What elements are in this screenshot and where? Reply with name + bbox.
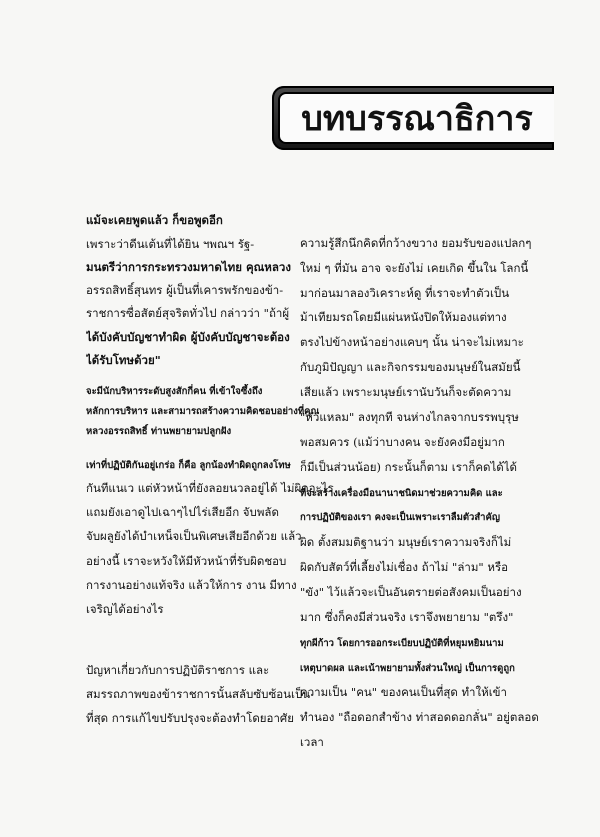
editorial-title: บทบรรณาธิการ xyxy=(301,99,533,139)
paragraph-line: เสียแล้ว เพราะมนุษย์เรานับวันก็จะตัดความ xyxy=(300,385,512,399)
paragraph-line: ปัญหาเกี่ยวกับการปฏิบัติราชการ และ xyxy=(86,663,270,677)
paragraph-line: แถมยังเอาดูไปเฉาๆไปไร่เสียอีก จับพลัด xyxy=(86,505,279,519)
editorial-banner xyxy=(272,86,554,150)
paragraph-line: การงานอย่างแท้จริง แล้วให้การ งาน มีทาง xyxy=(86,578,297,592)
paragraph-line: มนตรีว่าการกระทรวงมหาดไทย คุณหลวง xyxy=(86,260,292,274)
paragraph-line: กันทีแนเว แต่หัวหน้าที่ยังลอยนวลอยู่ได้ ไม่ผิดอะไร xyxy=(86,481,334,495)
paragraph-line: ผิด ตั้งสมมติฐานว่า มนุษย์เราความจริงก็ไม่ xyxy=(300,535,512,549)
paragraph-line: ที่สุด การแก้ไขปรับปรุงจะต้องทำโดยอาศัย xyxy=(86,711,294,725)
paragraph-line: ตรงไปข้างหน้าอย่างแคบๆ นั้น น่าจะไม่เหมาะ xyxy=(300,335,524,349)
paragraph-line: หลักการบริหาร และสามารถสร้างความคิดชอบอย่างที่คุณ xyxy=(86,406,320,417)
paragraph-line: เท่าที่ปฏิบัติกันอยู่เกร่อ ก็คือ ลูกน้องทำผิดถูกลงโทษ xyxy=(86,460,291,471)
paragraph-line: เพราะว่าดีนเต้นที่ได้ยิน ฯพณฯ รัฐ- xyxy=(86,237,255,251)
paragraph-line: เหตุบาดผล และเน้าพยายามทั้งส่วนใหญ่ เป็นการดูถูก xyxy=(300,663,515,674)
paragraph-line: อย่างนี้ เราจะหวังให้มีหัวหน้าที่รับผิดชอบ xyxy=(86,554,287,568)
paragraph-line: มาก่อนมาลองวิเคราะห์ดู ที่เราจะทำตัวเป็น xyxy=(300,286,510,300)
paragraph-line: "ขัง" ไว้แล้วจะเป็นอันตรายต่อสังคมเป็นอย่าง xyxy=(300,585,522,599)
paragraph-line: การปฏิบัติของเรา คงจะเป็นเพราะเราลืมตัวสำคัญ xyxy=(300,512,500,523)
paragraph-line: พอสมควร (แม้ว่าบางคน จะยังคงมีอยู่มาก xyxy=(300,435,505,449)
paragraph-line: ได้รับโทษด้วย" xyxy=(86,353,161,367)
paragraph-line: สมรรถภาพของข้าราชการนั้นสลับซับซ้อนเป็น xyxy=(86,687,311,701)
paragraph-line: ทำนอง "ถือดอกสำข้าง ท่าสอดดอกลั่น" อยู่ตลอด xyxy=(300,710,539,724)
paragraph-line: จะมีนักบริหารระดับสูงสักกี่คน ที่เข้าใจซึ้งถึง xyxy=(86,386,263,397)
paragraph-line: มาก ซึ่งก็คงมีส่วนจริง เราจึงพยายาม "ตรึง" xyxy=(300,610,514,624)
paragraph-line: อรรถสิทธิ์สุนทร ผู้เป็นที่เคารพรักของข้า- xyxy=(86,283,284,297)
editorial-banner-frame xyxy=(278,92,554,144)
paragraph-line: ทุกผีก้าว โดยการออกระเบียบปฏิบัติที่หยุมหยิมนาม xyxy=(300,638,504,649)
paragraph-line: ความเป็น "คน" ของคนเป็นที่สุด ทำให้เข้า xyxy=(300,685,507,699)
paragraph-line: ที่จะสร้างเครื่องมือนานาชนิดมาช่วยความคิด และ xyxy=(300,488,503,499)
paragraph-line: ใหม่ ๆ ที่มัน อาจ จะยังไม่ เคยเกิด ขึ้นใน โลกนี้ xyxy=(300,261,529,275)
paragraph-line: ม้าเทียมรถโดยมีแผ่นหนังปิดให้มองแต่ทาง xyxy=(300,310,507,324)
paragraph-line: ผิดกับสัตว์ที่เลี้ยงไม่เชื่อง ถ้าไม่ "ล่าม" หรือ xyxy=(300,560,509,574)
paragraph-line: เจริญได้อย่างไร xyxy=(86,602,164,616)
paragraph-line: เวลา xyxy=(300,735,324,749)
paragraph-line: หลวงอรรถสิทธิ์ ท่านพยายามปลูกฝัง xyxy=(86,426,232,437)
paragraph-line: จับผลูยังได้บำเหน็จเป็นพิเศษเสียอีกด้วย แล้ว xyxy=(86,529,302,543)
paragraph-line: ราชการซื่อสัตย์สุจริตทั่วไป กล่าวว่า "ถ้าผู้ xyxy=(86,306,290,320)
paragraph-line: ได้บังคับบัญชาทำผิด ผู้บังคับบัญชาจะต้อง xyxy=(86,330,290,344)
paragraph-line: แม้จะเคยพูดแล้ว ก็ขอพูดอีก xyxy=(86,213,223,227)
paragraph-line: ความรู้สึกนึกคิดที่กว้างขวาง ยอมรับของแปลกๆ xyxy=(300,236,532,250)
paragraph-line: "หัวแหลม" ลงทุกที จนห่างไกลจากบรรพบุรุษ xyxy=(300,410,519,424)
paragraph-line: ก็มีเป็นส่วนน้อย) กระนั้นก็ตาม เราก็คดได้ได้ xyxy=(300,460,517,474)
paragraph-line: กับภูมิปัญญา และกิจกรรมของมนุษย์ในสมัยนี้ xyxy=(300,360,521,374)
